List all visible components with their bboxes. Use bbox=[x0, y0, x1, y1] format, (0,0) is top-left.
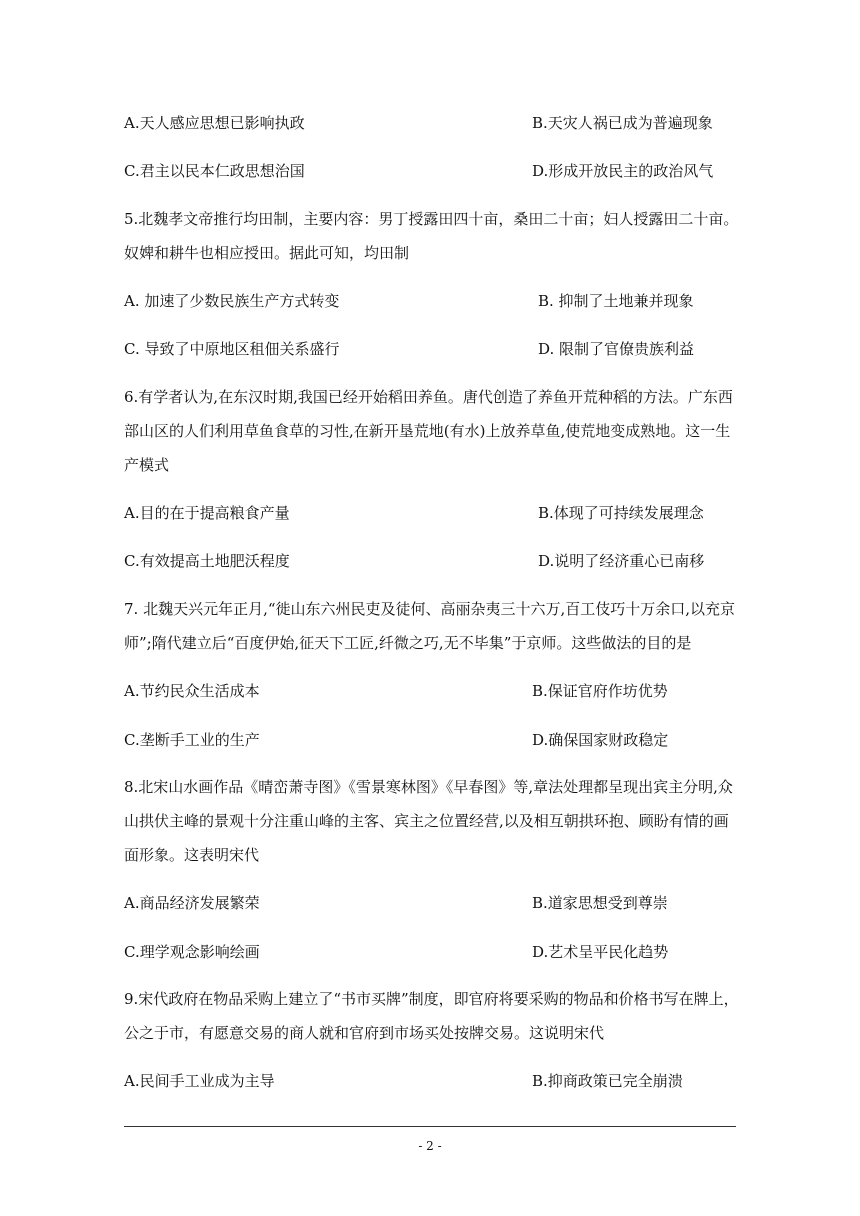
q6-option-d: D.说明了经济重心已南移 bbox=[538, 552, 705, 570]
q5-stem-line-1: 5.北魏孝文帝推行均田制，主要内容：男丁授露田四十亩，桑田二十亩；妇人授露田二十亩。 bbox=[124, 210, 739, 228]
q8-stem-line-1: 8.北宋山水画作品《晴峦萧寺图》《雪景寒林图》《早春图》等,章法处理都呈现出宾主分明,众 bbox=[124, 778, 733, 796]
q7-option-b: B.保证官府作坊优势 bbox=[532, 682, 668, 700]
q8-stem-line-2: 山拱伏主峰的景观十分注重山峰的主客、宾主之位置经营,以及相互朝拱环抱、顾盼有情的画 bbox=[124, 812, 729, 830]
q7-stem-line-1: 7. 北魏天兴元年正月,“徙山东六州民吏及徒何、高丽杂夷三十六万,百工伎巧十万余口,以充京 bbox=[124, 600, 736, 618]
q6-option-a: A.目的在于提高粮食产量 bbox=[124, 504, 290, 522]
q4-option-b: B.天灾人祸已成为普遍现象 bbox=[532, 114, 713, 132]
q8-option-b: B.道家思想受到尊崇 bbox=[532, 894, 668, 912]
q9-stem-line-1: 9.宋代政府在物品采购上建立了“书市买牌”制度，即官府将要采购的物品和价格书写在牌上， bbox=[124, 990, 739, 1008]
q7-option-d: D.确保国家财政稳定 bbox=[532, 731, 669, 749]
q8-stem-line-3: 面形象。这表明宋代 bbox=[124, 846, 260, 864]
q6-option-c: C.有效提高土地肥沃程度 bbox=[124, 552, 290, 570]
q4-option-d: D.形成开放民主的政治风气 bbox=[532, 162, 714, 180]
q8-option-a: A.商品经济发展繁荣 bbox=[124, 894, 260, 912]
q6-stem-line-2: 部山区的人们利用草鱼食草的习性,在新开垦荒地(有水)上放养草鱼,使荒地变成熟地。这一生 bbox=[124, 422, 731, 440]
q6-option-b: B.体现了可持续发展理念 bbox=[538, 504, 704, 522]
q5-option-c: C. 导致了中原地区租佃关系盛行 bbox=[124, 340, 340, 358]
q7-option-c: C.垄断手工业的生产 bbox=[124, 731, 260, 749]
q5-option-b: B. 抑制了土地兼并现象 bbox=[538, 292, 694, 310]
q9-stem-line-2: 公之于市，有愿意交易的商人就和官府到市场买处按牌交易。这说明宋代 bbox=[124, 1024, 605, 1042]
q4-option-a: A.天人感应思想已影响执政 bbox=[124, 114, 305, 132]
q9-option-a: A.民间手工业成为主导 bbox=[124, 1072, 275, 1090]
q6-stem-line-3: 产模式 bbox=[124, 456, 170, 474]
q4-option-c: C.君主以民本仁政思想治国 bbox=[124, 162, 305, 180]
q8-option-d: D.艺术呈平民化趋势 bbox=[532, 943, 669, 961]
footer-rule bbox=[124, 1126, 736, 1127]
q9-option-b: B.抑商政策已完全崩溃 bbox=[532, 1072, 683, 1090]
page-number: - 2 - bbox=[418, 1139, 442, 1153]
q5-option-d: D. 限制了官僚贵族利益 bbox=[538, 340, 695, 358]
q7-option-a: A.节约民众生活成本 bbox=[124, 682, 260, 700]
q6-stem-line-1: 6.有学者认为,在东汉时期,我国已经开始稻田养鱼。唐代创造了养鱼开荒种稻的方法。广东西 bbox=[124, 388, 733, 406]
q8-option-c: C.理学观念影响绘画 bbox=[124, 943, 260, 961]
q5-stem-line-2: 奴婢和耕牛也相应授田。据此可知，均田制 bbox=[124, 244, 410, 262]
q5-option-a: A. 加速了少数民族生产方式转变 bbox=[124, 292, 340, 310]
q7-stem-line-2: 师”;隋代建立后“百度伊始,征天下工匠,纤微之巧,无不毕集”于京师。这些做法的目的是 bbox=[124, 634, 692, 652]
